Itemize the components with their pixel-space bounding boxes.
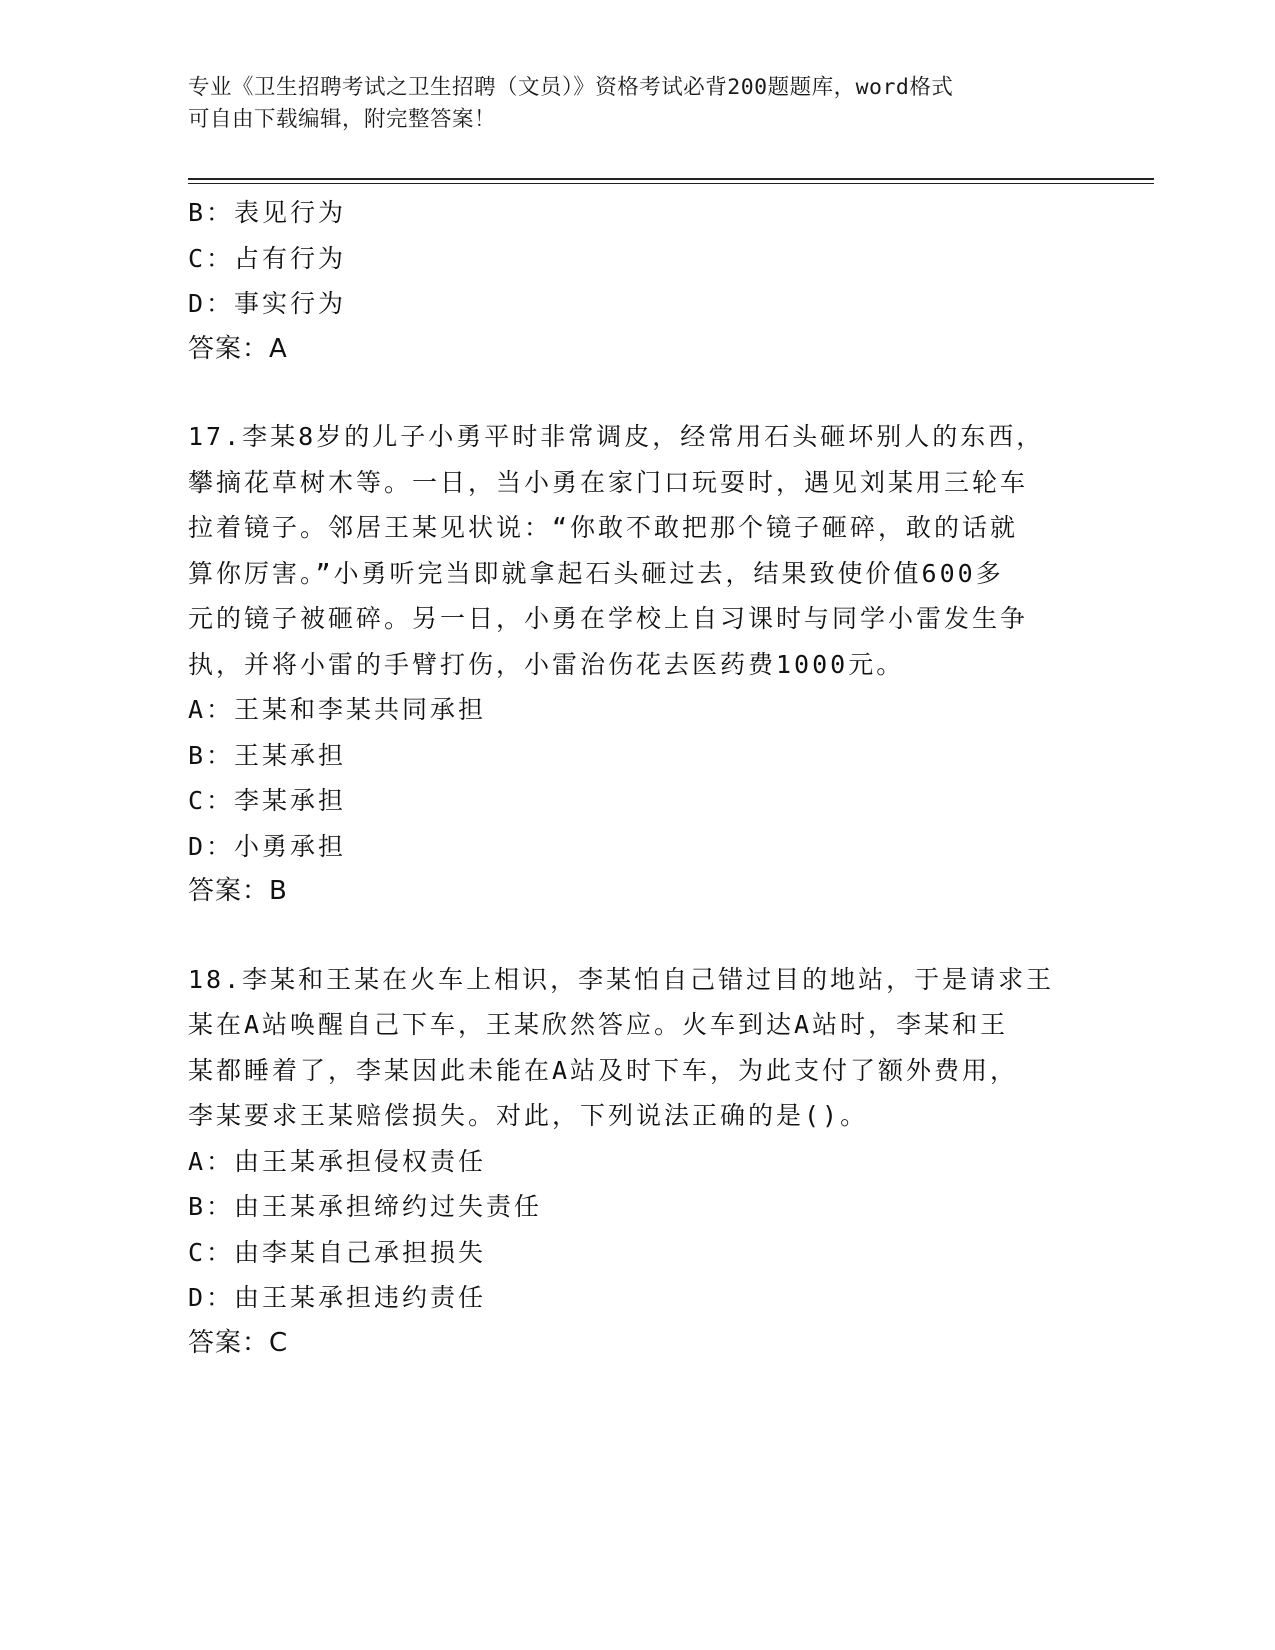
question-text-line: 拉着镜子。邻居王某见状说：“你敢不敢把那个镜子砸碎，敢的话就 [188,513,1019,542]
question-text-line: 某都睡着了，李某因此未能在A站及时下车，为此支付了额外费用， [188,1055,1019,1085]
header-divider-thick [188,178,1154,180]
question-text-line: 执，并将小雷的手臂打伤，小雷治伤花去医药费1000元。 [188,649,905,679]
question-text-line: 18.李某和王某在火车上相识，李某怕自己错过目的地站，于是请求王 [188,964,1055,994]
document-header [188,72,1088,136]
answer-line: 答案：A [188,333,288,364]
question-17 [188,414,1088,915]
option-a: A：由王某承担侵权责任 [188,1146,487,1176]
header-line-1: 专业《卫生招聘考试之卫生招聘（文员）》资格考试必背200题题库，word格式 [188,75,954,100]
option-d: D：小勇承担 [188,831,347,861]
option-c: C：李某承担 [188,786,347,815]
question-text-line: 元的镜子被砸碎。另一日，小勇在学校上自习课时与同学小雷发生争 [188,604,1029,633]
spacer [188,372,1088,414]
header-divider-thin [188,183,1154,184]
option-d: D：事实行为 [188,289,347,318]
question-text-line: 攀摘花草树木等。一日，当小勇在家门口玩耍时，遇见刘某用三轮车 [188,467,1029,497]
option-c: C：占有行为 [188,243,347,273]
previous-question-tail [188,190,1088,372]
option-c: C：由李某自己承担损失 [188,1237,487,1267]
question-text-line: 李某要求王某赔偿损失。对此，下列说法正确的是()。 [188,1101,869,1130]
option-d: D：由王某承担违约责任 [188,1283,487,1312]
question-text-line: 某在A站唤醒自己下车，王某欣然答应。火车到达A站时，李某和王 [188,1010,1009,1039]
option-a: A：王某和李某共同承担 [188,695,487,724]
option-b: B：表见行为 [188,198,347,227]
option-b: B：王某承担 [188,740,347,770]
question-text-line: 17.李某8岁的儿子小勇平时非常调皮，经常用石头砸坏别人的东西， [188,422,1045,451]
spacer [188,915,1088,957]
option-b: B：由王某承担缔约过失责任 [188,1192,543,1221]
question-text-line: 算你厉害。”小勇听完当即就拿起石头砸过去，结果致使价值600多 [188,558,1004,588]
document-body [188,190,1088,1366]
header-line-2: 可自由下载编辑，附完整答案！ [188,107,497,132]
answer-line: 答案：C [188,1327,289,1358]
question-18 [188,957,1088,1367]
answer-line: 答案：B [188,876,288,906]
